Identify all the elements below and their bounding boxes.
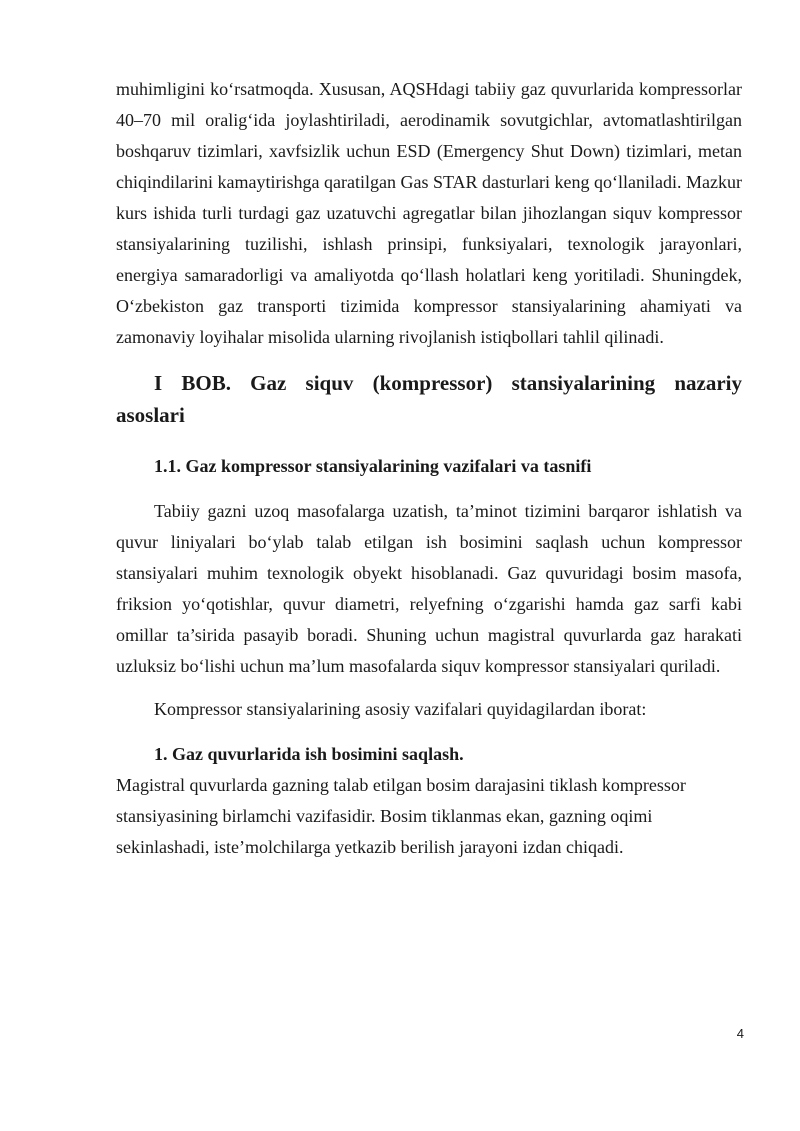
section-body-paragraph: Tabiiy gazni uzoq masofalarga uzatish, ta’minot tizimini barqaror ishlatish va quvur liniyalari bo‘ylab talab etilgan ish bosimini saqlash uchun kompressor stansiyalari muhim texnologik obyekt hisoblanadi. Gaz quvuridagi bosim masofa, friksion yo‘qotishlar, quvur diametri, relyefning o‘zgarishi hamda gaz sarfi kabi omillar ta’sirida pasayib boradi. Shuning uchun magistral quvurlarda gaz harakati uzluksiz bo‘lishi uchun ma’lum masofalarda siquv kompressor stansiyalari quriladi. [116, 501, 742, 676]
intro-paragraph: muhimligini ko‘rsatmoqda. Xususan, AQSHdagi tabiiy gaz quvurlarida kompressorlar 40–70 mil oralig‘ida joylashtiriladi, aerodinamik sovutgichlar, avtomatlashtirilgan boshqaruv tizimlari, xavfsizlik uchun ESD (Emergency Shut Down) tizimlari, metan chiqindilarini kamaytirishga qaratilgan Gas STAR dasturlari keng qo‘llaniladi. Mazkur kurs ishida turli turdagi gaz uzatuvchi agregatlar bilan jihozlangan siquv kompressor stansiyalarining tuzilishi, ishlash prinsipi, funksiyalari, texnologik jarayonlari, energiya samaradorligi va amaliyotda qo‘llash holatlari keng yoritiladi. Shuningdek, O‘zbekiston gaz transporti tizimida kompressor stansiyalarining ahamiyati va zamonaviy loyihalar misolida ularning rivojlanish istiqbollari tahlil qilinadi. [116, 79, 742, 347]
chapter-heading: I BOB. Gaz siquv (kompressor) stansiyalarining nazariy asoslari [116, 371, 742, 427]
document-page [116, 74, 742, 863]
page-number: 4 [736, 1026, 744, 1041]
list-item-title: 1. Gaz quvurlarida ish bosimini saqlash. [154, 744, 464, 764]
list-item-body: Magistral quvurlarda gazning talab etilgan bosim darajasini tiklash kompressor stansiyasining birlamchi vazifasidir. Bosim tiklanmas ekan, gazning oqimi sekinlashadi, iste’molchilarga yetkazib berilish jarayoni izdan chiqadi. [116, 775, 686, 857]
functions-intro-paragraph: Kompressor stansiyalarining asosiy vazifalari quyidagilardan iborat: [154, 699, 647, 719]
section-heading: 1.1. Gaz kompressor stansiyalarining vazifalari va tasnifi [154, 456, 592, 476]
